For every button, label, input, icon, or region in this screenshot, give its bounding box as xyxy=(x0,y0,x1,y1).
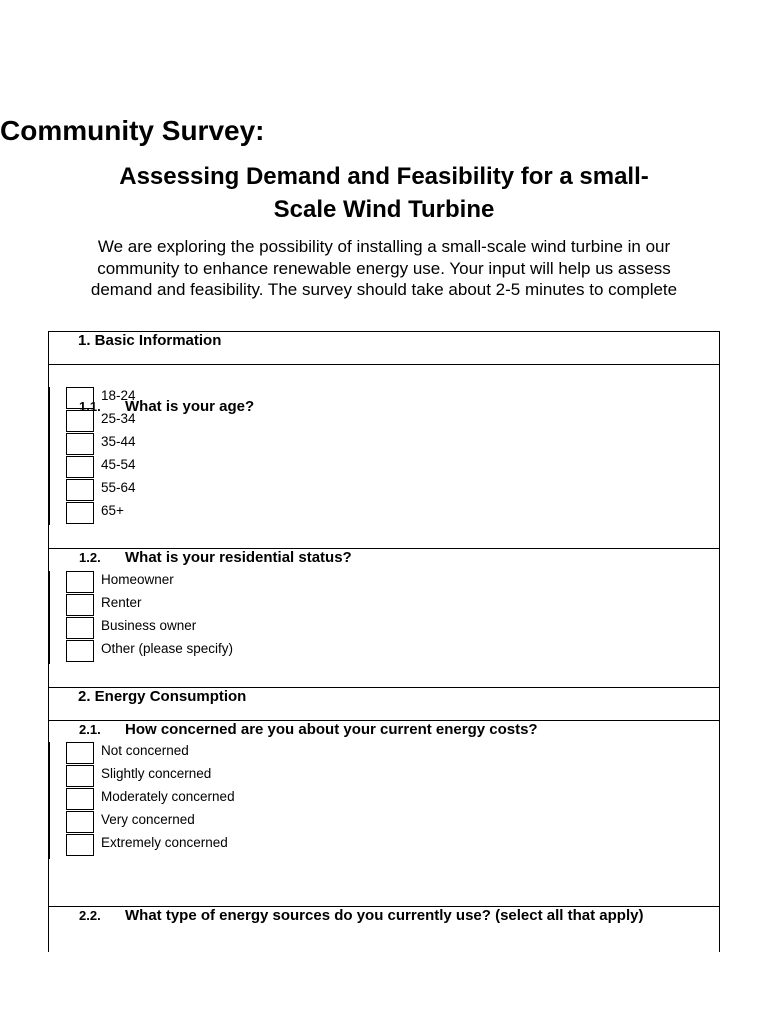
option-label: Other (please specify) xyxy=(101,641,234,656)
option-label: 45-54 xyxy=(101,457,136,472)
option-other[interactable] xyxy=(50,640,234,663)
option-label: 18-24 xyxy=(101,388,136,403)
survey-subtitle: Assessing Demand and Feasibility for a small-Scale Wind Turbine xyxy=(119,163,649,223)
checkbox[interactable] xyxy=(66,387,94,409)
section-row-basic-information xyxy=(49,332,719,365)
options-residential-status xyxy=(49,571,234,664)
option-age-45-54[interactable] xyxy=(50,456,136,479)
checkbox[interactable] xyxy=(66,479,94,501)
option-extremely-concerned[interactable] xyxy=(50,834,228,857)
checkbox[interactable] xyxy=(66,640,94,662)
checkbox[interactable] xyxy=(66,765,94,787)
checkbox[interactable] xyxy=(66,617,94,639)
option-label: 25-34 xyxy=(101,411,136,426)
survey-intro: We are exploring the possibility of installing a small-scale wind turbine in our community to enhance renewable energy use. Your input will help us assess demand and feasibility. The survey should take about 2-5 minutes to complete xyxy=(90,237,678,299)
option-age-35-44[interactable] xyxy=(50,433,136,456)
options-age xyxy=(49,387,136,525)
checkbox[interactable] xyxy=(66,742,94,764)
checkbox[interactable] xyxy=(66,410,94,432)
survey-form xyxy=(48,331,720,952)
option-label: Very concerned xyxy=(101,812,195,827)
section-heading: 2. Energy Consumption xyxy=(78,688,247,705)
question-text: What is your residential status? xyxy=(125,549,352,566)
option-age-65-plus[interactable] xyxy=(50,502,124,525)
option-label: Renter xyxy=(101,595,142,610)
option-age-18-24[interactable] xyxy=(50,387,136,410)
option-label: Slightly concerned xyxy=(101,766,212,781)
question-block-energy-sources xyxy=(49,907,719,951)
checkbox[interactable] xyxy=(66,811,94,833)
question-number: 1.1. xyxy=(79,399,101,414)
checkbox[interactable] xyxy=(66,433,94,455)
option-business-owner[interactable] xyxy=(50,617,197,640)
option-label: Homeowner xyxy=(101,572,174,587)
option-label: 65+ xyxy=(101,503,124,518)
checkbox[interactable] xyxy=(66,571,94,593)
option-slightly-concerned[interactable] xyxy=(50,765,212,788)
question-block-age xyxy=(49,365,719,549)
checkbox[interactable] xyxy=(66,502,94,524)
checkbox[interactable] xyxy=(66,834,94,856)
question-text: What type of energy sources do you currently use? (select all that apply) xyxy=(125,907,644,924)
section-heading: 1. Basic Information xyxy=(78,332,222,349)
option-very-concerned[interactable] xyxy=(50,811,195,834)
option-label: 35-44 xyxy=(101,434,136,449)
question-number: 2.1. xyxy=(79,722,101,737)
option-age-25-34[interactable] xyxy=(50,410,136,433)
question-number: 1.2. xyxy=(79,550,101,565)
section-row-energy-consumption xyxy=(49,688,719,721)
option-moderately-concerned[interactable] xyxy=(50,788,235,811)
option-homeowner[interactable] xyxy=(50,571,174,594)
question-text: How concerned are you about your current energy costs? xyxy=(125,721,538,738)
question-text: What is your age? xyxy=(125,398,255,415)
option-label: Not concerned xyxy=(101,743,189,758)
checkbox[interactable] xyxy=(66,594,94,616)
survey-title: Community Survey: xyxy=(0,115,265,146)
option-label: Business owner xyxy=(101,618,197,633)
checkbox[interactable] xyxy=(66,456,94,478)
option-label: 55-64 xyxy=(101,480,136,495)
options-energy-costs xyxy=(49,742,235,859)
option-label: Moderately concerned xyxy=(101,789,235,804)
option-not-concerned[interactable] xyxy=(50,742,189,765)
checkbox[interactable] xyxy=(66,788,94,810)
option-age-55-64[interactable] xyxy=(50,479,136,502)
question-number: 2.2. xyxy=(79,908,101,923)
option-label: Extremely concerned xyxy=(101,835,228,850)
option-renter[interactable] xyxy=(50,594,142,617)
